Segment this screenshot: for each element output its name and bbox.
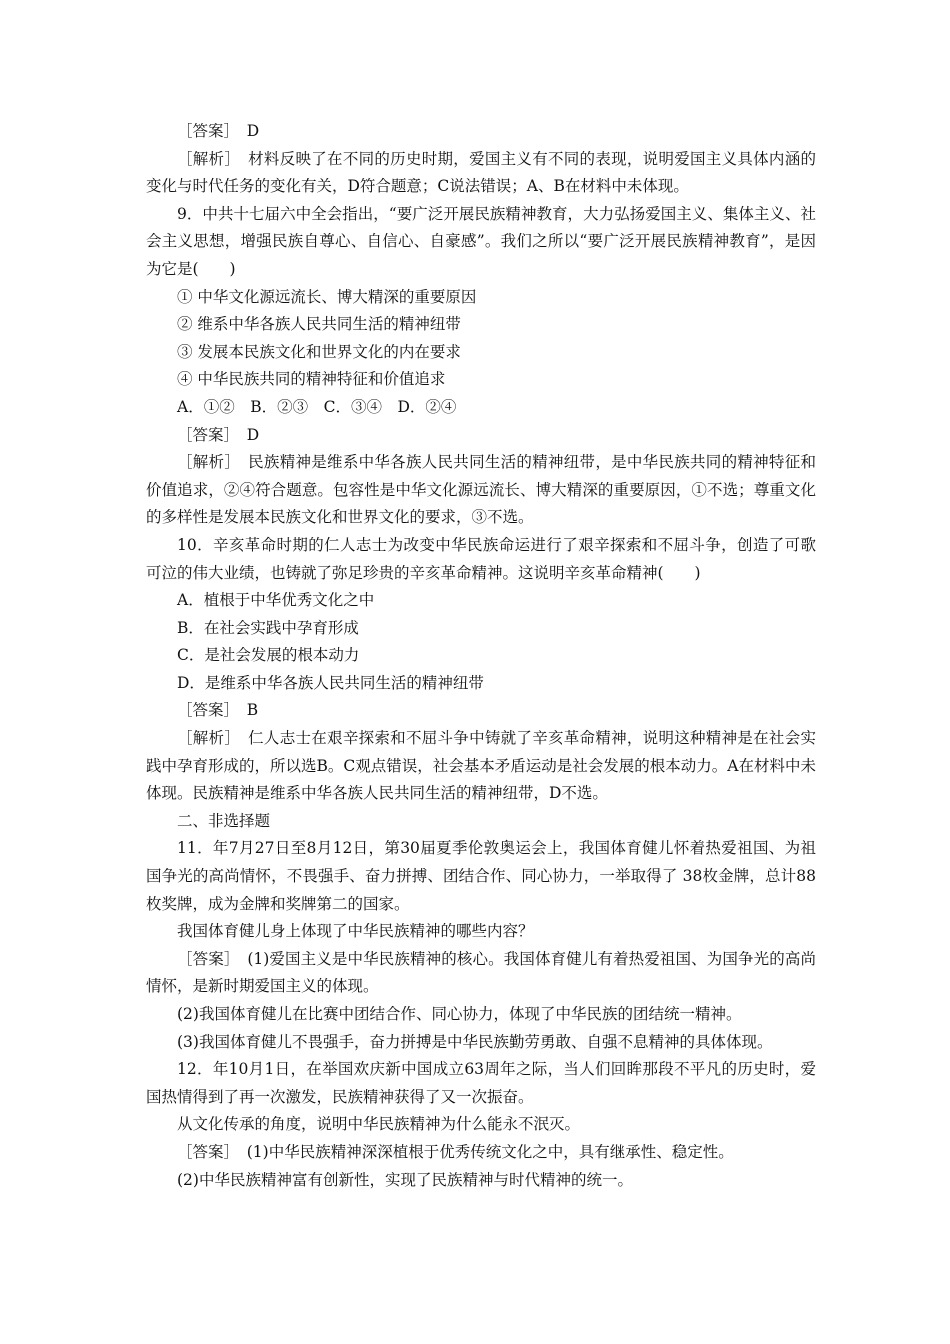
- question-9-stem: 9．中共十七届六中全会指出，“要广泛开展民族精神教育，大力弘扬爱国主义、集体主义、社会主义思想，增强民族自尊心、自信心、自豪感”。我们之所以“要广泛开展民族精神教育”，是因为它是( ): [146, 204, 816, 278]
- question-9-item-3: ③ 发展本民族文化和世界文化的内在要求: [177, 342, 461, 361]
- question-9-item-4: ④ 中华民族共同的精神特征和价值追求: [177, 370, 446, 389]
- question-9-choices: A．①② B．②③ C．③④ D．②④: [177, 397, 457, 416]
- analysis-paragraph: ［解析］ 民族精神是维系中华各族人民共同生活的精神纽带，是中华民族共同的精神特征和价值追求，②④符合题意。包容性是中华文化源远流长、博大精深的重要原因，①不选；尊重文化的多样性是发展本民族文化和世界文化的要求，③不选。: [146, 453, 816, 527]
- question-9-item-1: ① 中华文化源远流长、博大精深的重要原因: [177, 287, 477, 306]
- question-12-stem: 12．年10月1日，在举国欢庆新中国成立63周年之际，当人们回眸那段不平凡的历史时，爱国热情得到了再一次激发，民族精神获得了又一次振奋。: [146, 1060, 816, 1106]
- answer-paragraph: ［答案］ (1)爱国主义是中华民族精神的核心。我国体育健儿有着热爱祖国、为国争光的高尚情怀，是新时期爱国主义的体现。: [146, 949, 816, 996]
- question-11-prompt: 我国体育健儿身上体现了中华民族精神的哪些内容？: [177, 922, 534, 941]
- question-10-option-b: B．在社会实践中孕育形成: [177, 618, 359, 637]
- answer-line: ［答案］ B: [177, 701, 259, 720]
- question-11-stem: 11．年7月27日至8月12日，第30届夏季伦敦奥运会上，我国体育健儿怀着热爱祖国、为祖国争光的高尚情怀，不畏强手、奋力拼搏、团结合作、同心协力，一举取得了 38枚金牌，总计88枚奖牌，成为金牌和奖牌第二的国家。: [146, 839, 816, 913]
- question-10-option-d: D．是维系中华各族人民共同生活的精神纽带: [177, 673, 484, 692]
- answer-paragraph: (2)中华民族精神富有创新性，实现了民族精神与时代精神的统一。: [177, 1170, 633, 1189]
- question-9-item-2: ② 维系中华各族人民共同生活的精神纽带: [177, 315, 461, 334]
- analysis-paragraph: ［解析］ 材料反映了在不同的历史时期，爱国主义有不同的表现，说明爱国主义具体内涵的变化与时代任务的变化有关，D符合题意；C说法错误；A、B在材料中未体现。: [146, 149, 816, 196]
- question-10-option-a: A．植根于中华优秀文化之中: [177, 591, 375, 610]
- document-page: [146, 118, 816, 1194]
- answer-line: ［答案］ D: [177, 122, 260, 140]
- section-heading: 二、非选择题: [177, 811, 271, 830]
- answer-paragraph: (2)我国体育健儿在比赛中团结合作、同心协力，体现了中华民族的团结统一精神。: [177, 1005, 742, 1023]
- answer-paragraph: (3)我国体育健儿不畏强手，奋力拼搏是中华民族勤劳勇敢、自强不息精神的具体体现。: [177, 1032, 773, 1051]
- analysis-paragraph: ［解析］ 仁人志士在艰辛探索和不屈斗争中铸就了辛亥革命精神，说明这种精神是在社会实践中孕育形成的，所以选B。C观点错误，社会基本矛盾运动是社会发展的根本动力。A在材料中未体现。民族精神是维系中华各族人民共同生活的精神纽带，D不选。: [146, 729, 816, 803]
- answer-paragraph: ［答案］ (1)中华民族精神深深植根于优秀传统文化之中，具有继承性、稳定性。: [177, 1142, 734, 1161]
- question-12-prompt: 从文化传承的角度，说明中华民族精神为什么能永不泯灭。: [177, 1115, 581, 1134]
- question-10-option-c: C．是社会发展的根本动力: [177, 646, 360, 665]
- answer-line: ［答案］ D: [177, 425, 260, 444]
- question-10-stem: 10．辛亥革命时期的仁人志士为改变中华民族命运进行了艰辛探索和不屈斗争，创造了可歌可泣的伟大业绩，也铸就了弥足珍贵的辛亥革命精神。这说明辛亥革命精神( ): [146, 535, 816, 582]
